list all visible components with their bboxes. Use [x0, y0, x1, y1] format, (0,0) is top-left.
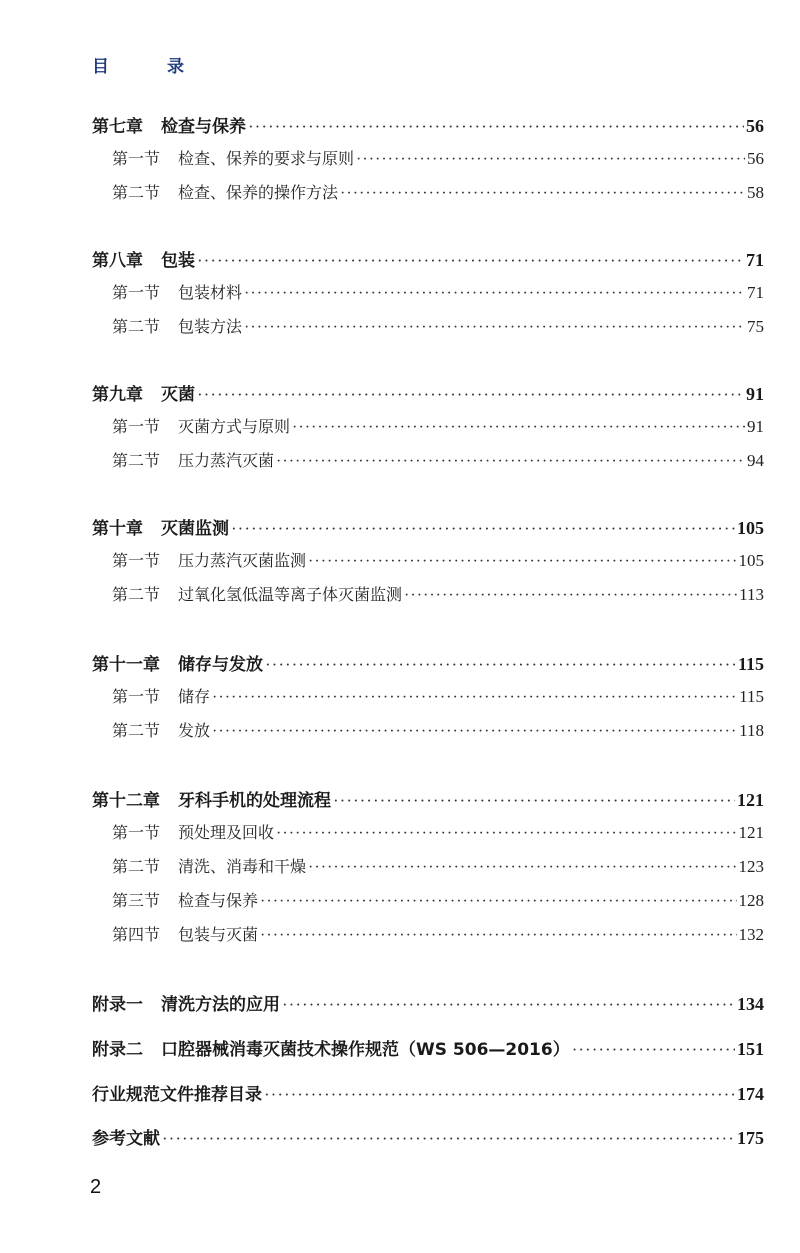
entry-title: 口腔器械消毒灭菌技术操作规范（WS 506—2016） — [161, 1040, 570, 1060]
entry-page: 128 — [738, 891, 764, 910]
dot-leader — [276, 825, 736, 843]
entry-page: 113 — [739, 585, 764, 604]
entry-page: 151 — [737, 1039, 764, 1059]
entry-label — [112, 684, 210, 707]
entry-page: 115 — [739, 687, 764, 706]
toc-section-entry[interactable] — [112, 922, 764, 945]
dot-leader — [404, 587, 737, 605]
toc-chapter-entry[interactable] — [92, 380, 764, 405]
dot-leader — [260, 927, 736, 945]
entry-page: 91 — [746, 384, 764, 404]
entry-label — [92, 650, 263, 675]
toc-section-entry[interactable] — [112, 718, 764, 741]
entry-label — [112, 922, 258, 945]
toc-section-entry[interactable] — [112, 448, 764, 471]
entry-title: 灭菌方式与原则 — [178, 417, 291, 436]
entry-number: 第八章 — [92, 251, 143, 271]
entry-page: 71 — [747, 283, 764, 302]
entry-label — [112, 414, 290, 437]
entry-title: 灭菌监测 — [161, 519, 229, 539]
entry-title: 压力蒸汽灭菌监测 — [178, 551, 307, 570]
entry-label — [112, 582, 402, 605]
dot-leader — [282, 995, 735, 1015]
entry-page: 123 — [738, 857, 764, 876]
dot-leader — [244, 319, 745, 337]
toc-section-entry[interactable] — [112, 820, 764, 843]
entry-title: 包装材料 — [178, 283, 243, 302]
entry-page: 58 — [747, 183, 764, 202]
toc-chapter-entry[interactable] — [92, 1035, 764, 1060]
dot-leader — [260, 893, 736, 911]
entry-label — [92, 246, 195, 271]
dot-leader — [276, 453, 745, 471]
entry-page: 56 — [746, 116, 764, 136]
entry-label — [92, 1124, 160, 1149]
toc-title-left: 目 — [92, 57, 109, 77]
entry-title: 储存 — [178, 687, 211, 706]
dot-leader — [308, 859, 736, 877]
dot-leader — [248, 117, 744, 137]
entry-label — [112, 718, 210, 741]
entry-title: 清洗、消毒和干燥 — [178, 857, 307, 876]
dot-leader — [162, 1129, 735, 1149]
entry-page: 105 — [738, 551, 764, 570]
toc-section-entry[interactable] — [112, 146, 764, 169]
entry-page: 175 — [737, 1128, 764, 1148]
dot-leader — [197, 251, 744, 271]
toc-chapter-entry[interactable] — [92, 650, 764, 675]
dot-leader — [308, 553, 736, 571]
entry-label — [112, 280, 242, 303]
entry-label — [92, 112, 246, 137]
entry-label — [92, 1035, 570, 1060]
entry-title: 过氧化氢低温等离子体灭菌监测 — [178, 585, 403, 604]
entry-label — [112, 548, 306, 571]
toc-chapter-entry[interactable] — [92, 1080, 764, 1105]
entry-number: 第十章 — [92, 519, 143, 539]
toc-section-entry[interactable] — [112, 888, 764, 911]
entry-label — [112, 314, 242, 337]
toc-title — [92, 52, 184, 77]
entry-title: 灭菌 — [161, 385, 195, 405]
entry-page: 75 — [747, 317, 764, 336]
entry-number: 附录一 — [92, 995, 143, 1015]
entry-number: 第七章 — [92, 117, 143, 137]
entry-number: 第二节 — [112, 721, 161, 740]
entry-title: 牙科手机的处理流程 — [178, 791, 331, 811]
entry-number: 第十二章 — [92, 791, 160, 811]
entry-number: 第一节 — [112, 417, 161, 436]
entry-page: 134 — [737, 994, 764, 1014]
entry-label — [92, 786, 331, 811]
entry-number: 第九章 — [92, 385, 143, 405]
entry-title: 检查、保养的操作方法 — [178, 183, 339, 202]
entry-title: 包装 — [161, 251, 195, 271]
toc-section-entry[interactable] — [112, 280, 764, 303]
entry-page: 105 — [737, 518, 764, 538]
dot-leader — [340, 185, 745, 203]
toc-section-entry[interactable] — [112, 582, 764, 605]
entry-number: 第一节 — [112, 687, 161, 706]
entry-title: 预处理及回收 — [178, 823, 275, 842]
entry-page: 71 — [746, 250, 764, 270]
dot-leader — [197, 385, 744, 405]
dot-leader — [212, 723, 737, 741]
page-number: 2 — [90, 1176, 102, 1198]
toc-chapter-entry[interactable] — [92, 1124, 764, 1149]
entry-number: 第二节 — [112, 451, 161, 470]
entry-label — [92, 1080, 262, 1105]
entry-number: 第二节 — [112, 585, 161, 604]
entry-label — [112, 854, 306, 877]
entry-page: 118 — [739, 721, 764, 740]
entry-page: 132 — [738, 925, 764, 944]
entry-number: 第四节 — [112, 925, 161, 944]
entry-label — [112, 820, 274, 843]
dot-leader — [231, 519, 735, 539]
entry-title: 储存与发放 — [178, 655, 263, 675]
entry-label — [112, 448, 274, 471]
entry-title: 参考文献 — [92, 1129, 160, 1149]
entry-number: 第二节 — [112, 317, 161, 336]
dot-leader — [333, 791, 735, 811]
entry-title: 行业规范文件推荐目录 — [92, 1085, 262, 1105]
entry-label — [112, 888, 258, 911]
entry-number: 第三节 — [112, 891, 161, 910]
dot-leader — [244, 285, 745, 303]
entry-label — [92, 990, 280, 1015]
entry-title: 包装方法 — [178, 317, 243, 336]
entry-page: 115 — [737, 654, 764, 674]
entry-title: 检查与保养 — [161, 117, 246, 137]
entry-label — [92, 514, 229, 539]
entry-number: 第二节 — [112, 183, 161, 202]
entry-title: 清洗方法的应用 — [161, 995, 280, 1015]
entry-page: 91 — [747, 417, 764, 436]
toc-chapter-entry[interactable] — [92, 786, 764, 811]
dot-leader — [572, 1040, 735, 1060]
toc-section-entry[interactable] — [112, 414, 764, 437]
entry-number: 第一节 — [112, 551, 161, 570]
entry-title: 检查与保养 — [178, 891, 259, 910]
toc-chapter-entry[interactable] — [92, 990, 764, 1015]
entry-number: 第十一章 — [92, 655, 160, 675]
entry-title: 压力蒸汽灭菌 — [178, 451, 275, 470]
toc-section-entry[interactable] — [112, 684, 764, 707]
entry-number: 第二节 — [112, 857, 161, 876]
entry-label — [112, 146, 354, 169]
entry-page: 121 — [738, 823, 764, 842]
entry-title: 发放 — [178, 721, 211, 740]
toc-chapter-entry[interactable] — [92, 246, 764, 271]
entry-title: 包装与灭菌 — [178, 925, 259, 944]
toc-section-entry[interactable] — [112, 548, 764, 571]
entry-page: 121 — [737, 790, 764, 810]
entry-number: 第一节 — [112, 283, 161, 302]
toc-title-right: 录 — [167, 57, 184, 77]
toc-section-entry[interactable] — [112, 180, 764, 203]
entry-label — [92, 380, 195, 405]
entry-page: 94 — [747, 451, 764, 470]
dot-leader — [356, 151, 745, 169]
entry-number: 第一节 — [112, 823, 161, 842]
entry-title: 检查、保养的要求与原则 — [178, 149, 355, 168]
entry-label — [112, 180, 338, 203]
dot-leader — [292, 419, 745, 437]
entry-number: 附录二 — [92, 1040, 143, 1060]
toc-section-entry[interactable] — [112, 314, 764, 337]
entry-page: 56 — [747, 149, 764, 168]
dot-leader — [264, 1085, 735, 1105]
toc-chapter-entry[interactable] — [92, 112, 764, 137]
toc-chapter-entry[interactable] — [92, 514, 764, 539]
dot-leader — [265, 655, 736, 675]
entry-page: 174 — [737, 1084, 764, 1104]
dot-leader — [212, 689, 737, 707]
entry-number: 第一节 — [112, 149, 161, 168]
toc-section-entry[interactable] — [112, 854, 764, 877]
